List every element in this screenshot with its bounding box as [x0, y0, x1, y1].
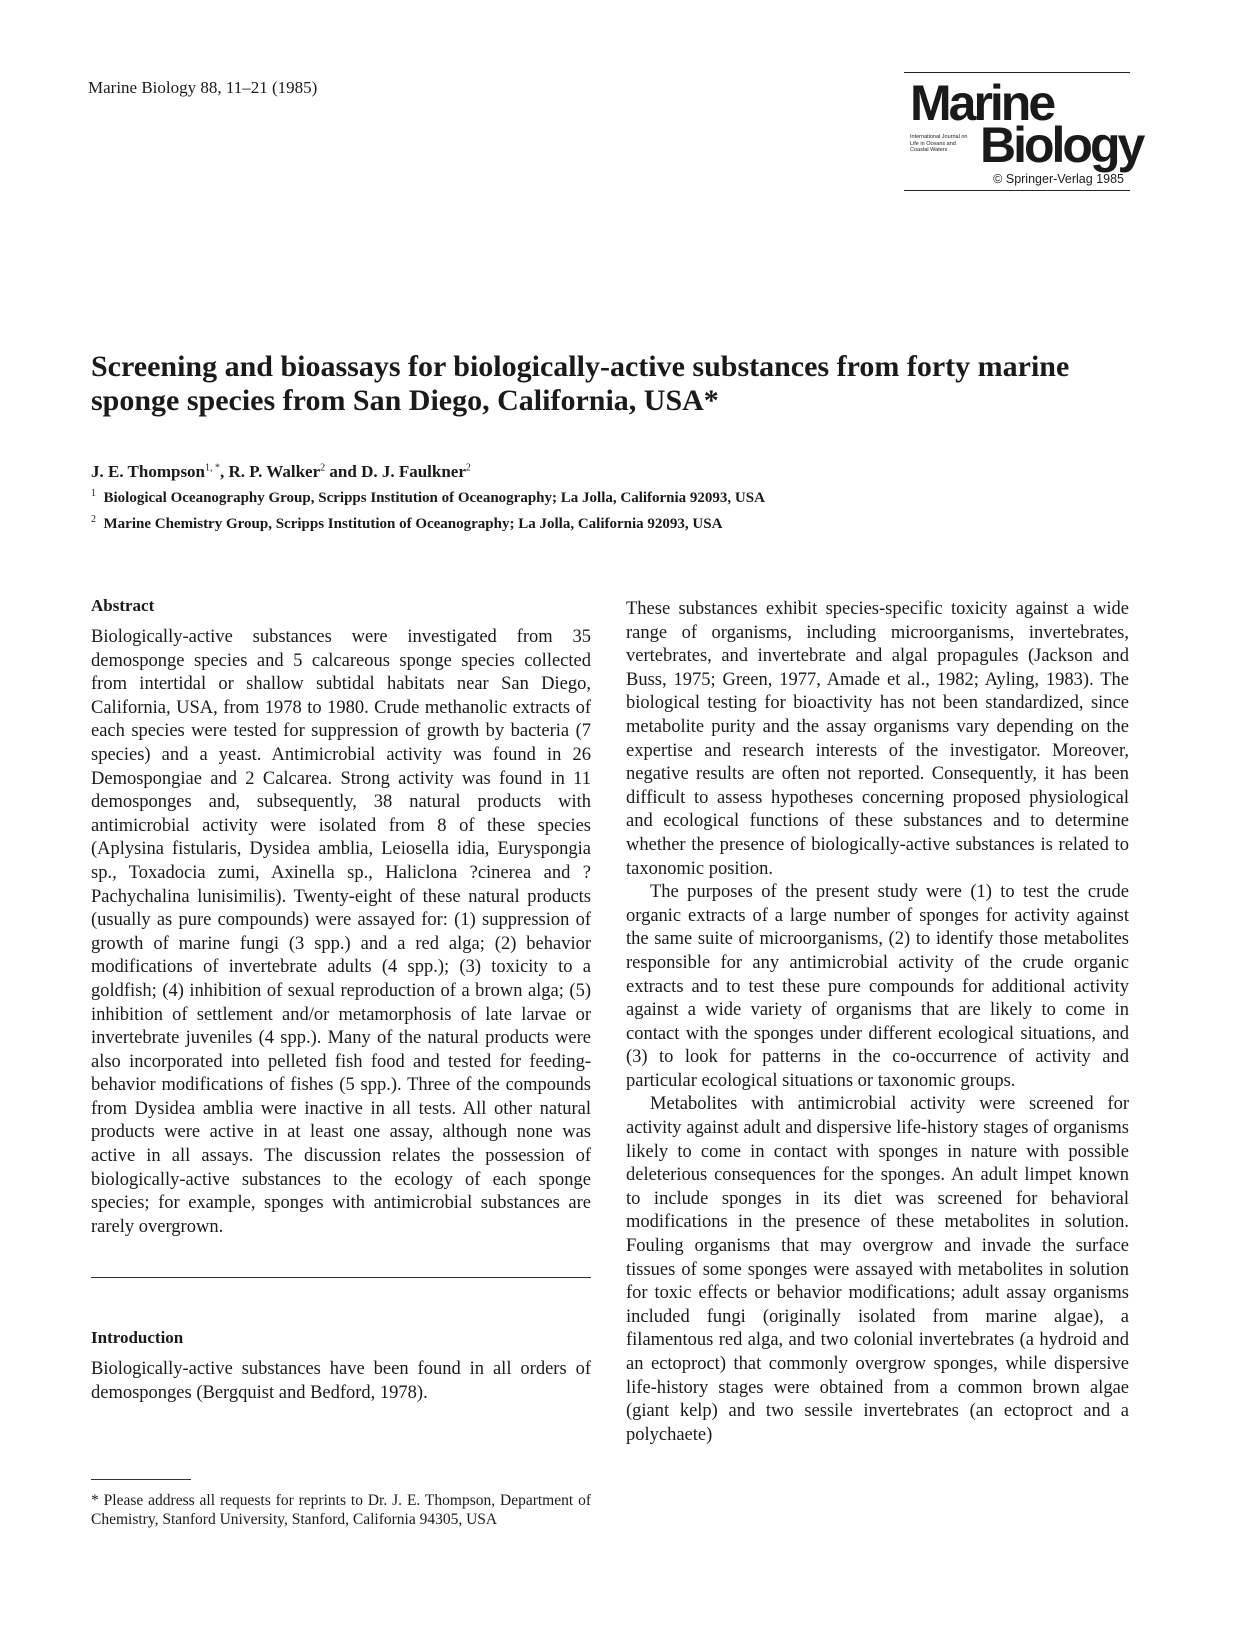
affiliation-text: Biological Oceanography Group, Scripps Institution of Oceanography; La Jolla, California 92093, USA: [103, 490, 765, 506]
affiliation: [91, 490, 765, 507]
logo-top-rule: [904, 72, 1130, 73]
author-name: J. E. Thompson: [91, 462, 206, 481]
footnote-rule: [91, 1479, 191, 1480]
logo-word-marine: Marine: [910, 75, 1054, 131]
paragraph: These substances exhibit species-specific toxicity against a wide range of organisms, including microorganisms, invertebrates, vertebrates, and invertebrate and algal propagules (Jackson and Buss, 1975; Green, 1977, Amade et al., 1982; Ayling, 1983). The biological testing for bioactivity has not been standardized, since metabolite purity and the assay organisms vary depending on the expertise and research interests of the investigator. Moreover, negative results are often not reported. Consequently, it has been difficult to assess hypotheses concerning proposed physiological and ecological functions of these substances and to determine whether the presence of biologically-active substances is related to taxonomic position.: [626, 599, 1129, 879]
journal-citation: Marine Biology 88, 11–21 (1985): [88, 78, 318, 97]
article-title: Screening and bioassays for biologically-active substances from forty marine sponge species from San Diego, California, USA*: [91, 350, 1070, 417]
affiliation-number: 1: [91, 488, 96, 499]
affiliation: [91, 516, 722, 533]
introduction-text: Biologically-active substances have been found in all orders of demosponges (Bergquist and Bedford, 1978).: [91, 1359, 591, 1403]
abstract-heading: Abstract: [91, 596, 155, 615]
paragraph: Metabolites with antimicrobial activity were screened for activity against adult and dispersive life-history stages of organisms likely to come in contact with sponges in nature with possible deleterious consequences for the sponges. An adult limpet known to include sponges in its diet was screened for behavioral modifications in the presence of these metabolites in solution. Fouling organisms that may overgrow and invade the surface tissues of some sponges were assayed with metabolites in solution for toxic effects or behavior modifications; adult assay organisms included fungi (originally isolated from marine algae), a filamentous red alga, and two colonial invertebrates (a hydroid and an ectoproct) that commonly overgrow sponges, while dispersive life-history stages were obtained from a common brown algae (giant kelp) and two sessile invertebrates (an ectoproct and a polychaete): [626, 1094, 1129, 1445]
affiliation-text: Marine Chemistry Group, Scripps Institution of Oceanography; La Jolla, California 92093, USA: [103, 516, 723, 532]
author-mark: 2: [320, 462, 326, 474]
author-list: [91, 462, 471, 482]
introduction-body: [91, 1358, 591, 1405]
copyright-notice: © Springer-Verlag 1985: [993, 172, 1124, 186]
abstract-end-rule: [91, 1277, 591, 1278]
footnote: * Please address all requests for reprints to Dr. J. E. Thompson, Department of Chemistry, Stanford University, Stanford, California 94305, USA: [91, 1492, 591, 1528]
introduction-heading: Introduction: [91, 1328, 184, 1347]
paragraph: The purposes of the present study were (1) to test the crude organic extracts of a large number of sponges for activity against the same suite of microorganisms, (2) to identify those metabolites responsible for any antimicrobial activity of the crude organic extracts and to test these pure compounds for additional activity against a wide variety of organisms that are likely to come in contact with the sponges under different ecological situations, and (3) to look for patterns in the co-occurrence of activity and particular ecological situations or taxonomic groups.: [626, 882, 1129, 1091]
author-mark: 2: [465, 462, 471, 474]
logo-bottom-rule: [904, 190, 1130, 191]
author-mark: 1, *: [205, 462, 221, 474]
author-name: R. P. Walker: [228, 462, 321, 481]
logo-word-biology: Biology: [980, 117, 1143, 173]
logo-tagline: International Journal on Life in Oceans and Coastal Waters: [910, 134, 968, 153]
abstract-body: [91, 626, 591, 1239]
affiliation-number: 2: [91, 514, 96, 525]
journal-logo: [904, 72, 1143, 194]
author-name: D. J. Faulkner: [361, 462, 466, 481]
abstract-text: Biologically-active substances were investigated from 35 demosponge species and 5 calcareous sponge species collected from intertidal or shallow subtidal habitats near San Diego, California, USA, from 1978 to 1980. Crude methanolic extracts of each species were tested for suppression of growth by bacteria (7 species) and a yeast. Antimicrobial activity was found in 26 Demospongiae and 2 Calcarea. Strong activity was found in 11 demosponges and, subsequently, 38 natural products with antimicrobial activity were isolated from 8 of these species (Aplysina fistularis, Dysidea amblia, Leiosella idia, Euryspongia sp., Toxadocia zumi, Axinella sp., Haliclona ?cinerea and ?Pachychalina lunisimilis). Twenty-eight of these natural products (usually as pure compounds) were assayed for: (1) suppression of growth of marine fungi (3 spp.) and a red alga; (2) behavior modifications of invertebrate adults (4 spp.); (3) toxicity to a goldfish; (4) inhibition of sexual reproduction of a brown alga; (5) inhibition of settlement and/or metamorphosis of late larvae or invertebrate juveniles (4 spp.). Many of the natural products were also incorporated into pelleted fish food and tested for feeding-behavior modifications of fishes (5 spp.). Three of the compounds from Dysidea amblia were inactive in all tests. All other natural products were active in at least one assay, although none was active in all assays. The discussion relates the possession of biologically-active substances to the ecology of each sponge species; for example, sponges with antimicrobial substances are rarely overgrown.: [91, 627, 591, 1237]
right-column: [626, 598, 1129, 1447]
author-separator: ,: [220, 462, 229, 481]
author-conjunction: and: [325, 462, 362, 481]
